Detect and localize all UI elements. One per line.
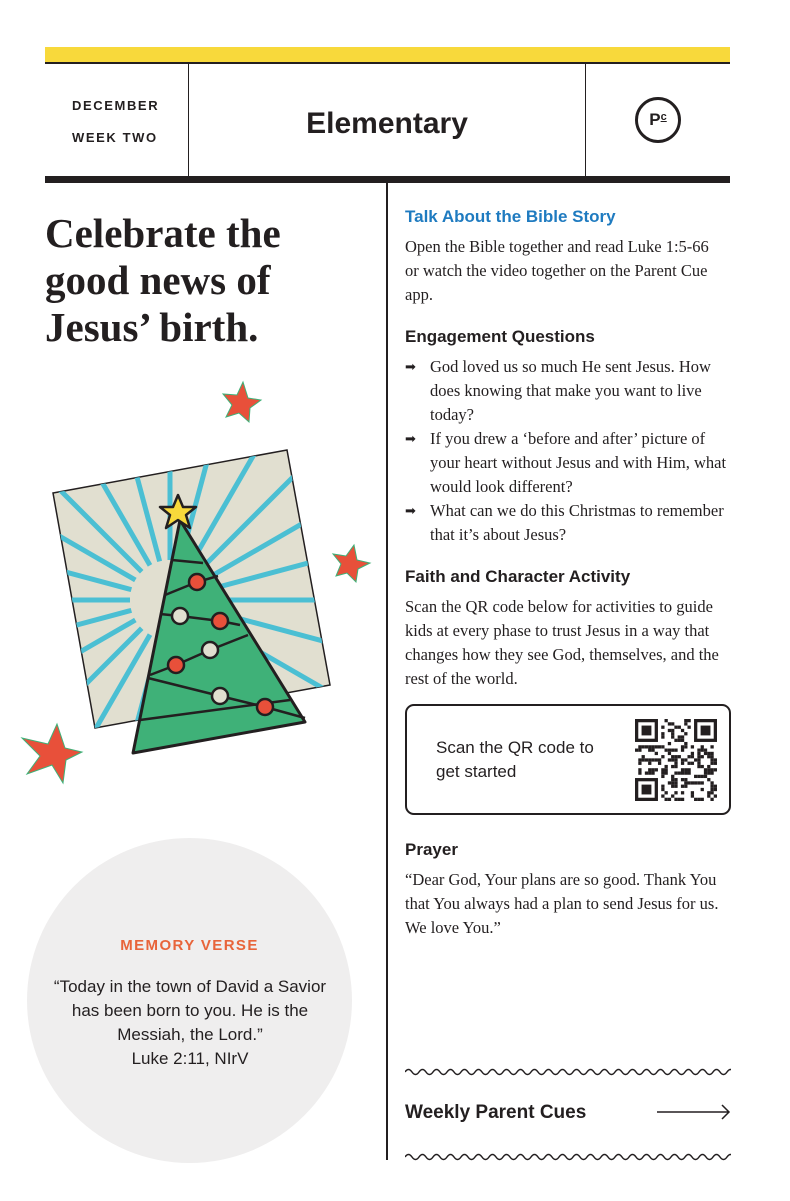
month-label: DECEMBER — [72, 98, 160, 113]
memory-verse-text — [50, 975, 330, 1071]
talk-body: Open the Bible together and read Luke 1:5-66 or watch the video together on the Parent Cue app. — [405, 237, 709, 304]
column-divider — [386, 183, 388, 1160]
prayer-section — [405, 840, 735, 940]
star-icon — [223, 382, 261, 422]
headline: Celebrate the good news of Jesus’ birth. — [45, 210, 281, 350]
activity-section — [405, 567, 735, 691]
star-icon — [333, 545, 370, 582]
arrow-bullet-icon: ➡ — [405, 503, 416, 518]
wave-divider — [405, 1067, 731, 1077]
memory-verse-reference: Luke 2:11, NIrV — [131, 1049, 249, 1068]
arrow-right-icon[interactable] — [656, 1103, 731, 1121]
activity-body: Scan the QR code below for activities to guide kids at every phase to trust Jesus in a way that changes how they see God, themselves, and the rest of the world. — [405, 597, 719, 688]
prayer-body: “Dear God, Your plans are so good. Thank You that You always had a plan to send Jesus for us. We love You.” — [405, 870, 719, 937]
weekly-parent-cues-link[interactable]: Weekly Parent Cues — [405, 1102, 587, 1123]
wave-divider — [405, 1152, 731, 1162]
activity-heading: Faith and Character Activity — [405, 567, 631, 586]
top-accent-bar — [45, 47, 730, 64]
header — [45, 64, 730, 176]
questions-section — [405, 327, 735, 547]
date-block — [45, 64, 189, 176]
qr-code[interactable] — [635, 719, 717, 801]
qr-instructions: Scan the QR code to get started — [436, 738, 594, 781]
questions-heading: Engagement Questions — [405, 327, 595, 346]
page-title: Elementary — [306, 107, 468, 140]
memory-verse-label: MEMORY VERSE — [120, 937, 259, 954]
christmas-tree-illustration — [20, 370, 380, 790]
prayer-heading: Prayer — [405, 840, 458, 859]
qr-code-card[interactable] — [405, 704, 731, 815]
header-divider — [45, 176, 730, 183]
question-item: ➡ If you drew a ‘before and after’ picture of your heart without Jesus and with Him, what would look different? — [405, 429, 727, 496]
arrow-bullet-icon: ➡ — [405, 359, 416, 374]
star-icon — [22, 724, 82, 783]
arrow-bullet-icon: ➡ — [405, 431, 416, 446]
question-item: ➡ God loved us so much He sent Jesus. How does knowing that make you want to live today? — [405, 357, 711, 424]
talk-heading: Talk About the Bible Story — [405, 207, 616, 226]
week-label: WEEK TWO — [72, 130, 158, 145]
parent-cue-logo: P c — [635, 97, 681, 143]
title-block — [189, 64, 586, 176]
talk-section — [405, 207, 735, 307]
memory-verse-quote: “Today in the town of David a Savior has been born to you. He is the Messiah, the Lord.” — [53, 977, 327, 1044]
question-item: ➡ What can we do this Christmas to remember that it’s about Jesus? — [405, 501, 724, 544]
